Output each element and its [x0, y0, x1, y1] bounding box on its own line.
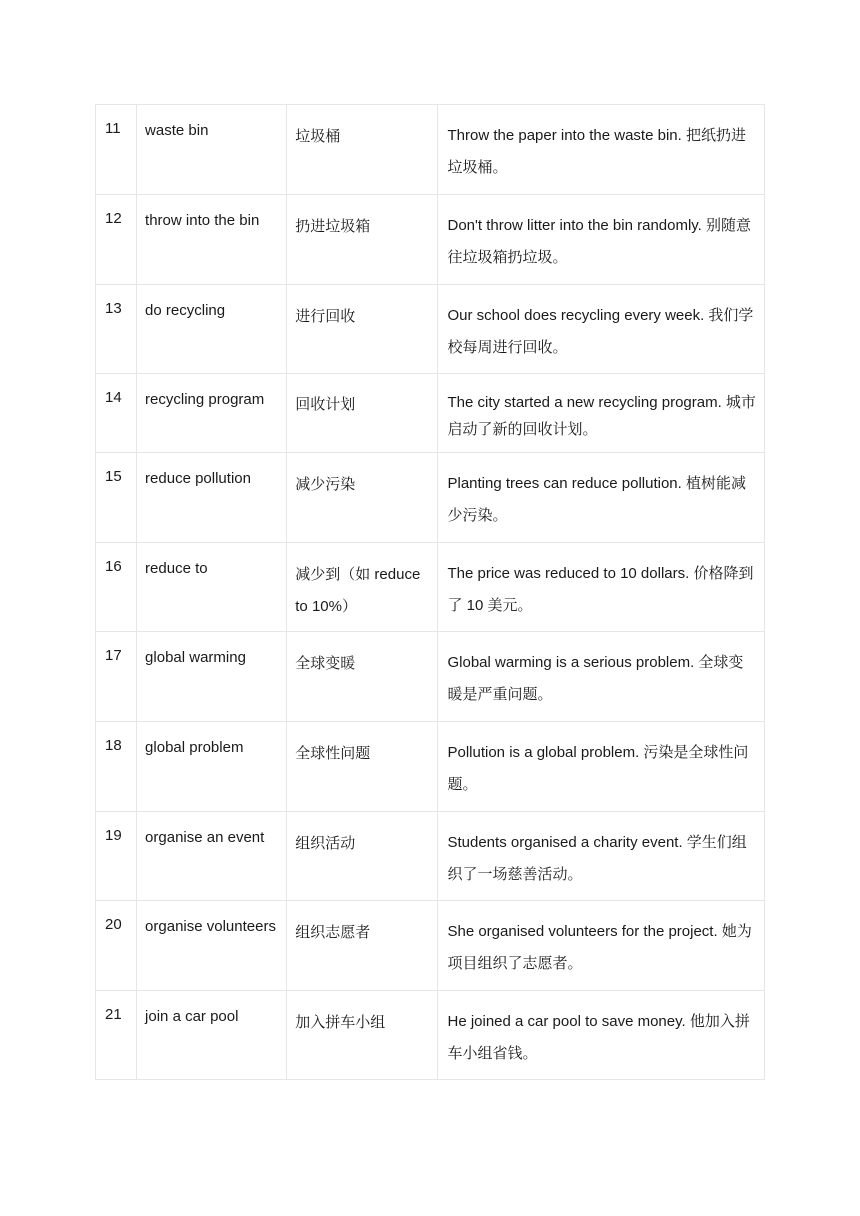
- english-phrase: organise volunteers: [137, 901, 287, 991]
- english-phrase: organise an event: [137, 812, 287, 901]
- example-sentence: She organised volunteers for the project. 她为项目组织了志愿者。: [438, 901, 765, 991]
- chinese-meaning: 加入拼车小组: [287, 991, 438, 1080]
- table-row: [96, 991, 765, 1080]
- row-number: 18: [96, 722, 137, 812]
- chinese-meaning: 扔进垃圾箱: [287, 195, 438, 285]
- english-phrase: waste bin: [137, 105, 287, 195]
- row-number: 14: [96, 374, 137, 453]
- vocabulary-table: [95, 104, 765, 1080]
- english-phrase: reduce pollution: [137, 453, 287, 543]
- table-row: [96, 105, 765, 195]
- row-number: 17: [96, 632, 137, 722]
- english-phrase: reduce to: [137, 543, 287, 632]
- row-number: 12: [96, 195, 137, 285]
- example-sentence: Pollution is a global problem. 污染是全球性问题。: [438, 722, 765, 812]
- example-sentence: Students organised a charity event. 学生们组织了一场慈善活动。: [438, 812, 765, 901]
- row-number: 15: [96, 453, 137, 543]
- example-sentence: Global warming is a serious problem. 全球变暖是严重问题。: [438, 632, 765, 722]
- chinese-meaning: 组织活动: [287, 812, 438, 901]
- chinese-meaning: 回收计划: [287, 374, 438, 453]
- table-row: [96, 543, 765, 632]
- table-row: [96, 812, 765, 901]
- chinese-meaning: 进行回收: [287, 285, 438, 374]
- table-row: [96, 901, 765, 991]
- example-sentence: Throw the paper into the waste bin. 把纸扔进垃圾桶。: [438, 105, 765, 195]
- example-sentence: The city started a new recycling program. 城市启动了新的回收计划。: [438, 374, 765, 453]
- row-number: 13: [96, 285, 137, 374]
- english-phrase: do recycling: [137, 285, 287, 374]
- english-phrase: recycling program: [137, 374, 287, 453]
- chinese-meaning: 减少到（如 reduce to 10%）: [287, 543, 438, 632]
- chinese-meaning: 全球性问题: [287, 722, 438, 812]
- english-phrase: throw into the bin: [137, 195, 287, 285]
- english-phrase: global warming: [137, 632, 287, 722]
- row-number: 19: [96, 812, 137, 901]
- table-row: [96, 285, 765, 374]
- table-row: [96, 722, 765, 812]
- table-row: [96, 374, 765, 453]
- example-sentence: The price was reduced to 10 dollars. 价格降到了 10 美元。: [438, 543, 765, 632]
- chinese-meaning: 减少污染: [287, 453, 438, 543]
- example-sentence: Don't throw litter into the bin randomly. 别随意往垃圾箱扔垃圾。: [438, 195, 765, 285]
- example-sentence: Planting trees can reduce pollution. 植树能减少污染。: [438, 453, 765, 543]
- example-sentence: Our school does recycling every week. 我们学校每周进行回收。: [438, 285, 765, 374]
- row-number: 11: [96, 105, 137, 195]
- table-row: [96, 195, 765, 285]
- table-row: [96, 632, 765, 722]
- example-sentence: He joined a car pool to save money. 他加入拼车小组省钱。: [438, 991, 765, 1080]
- chinese-meaning: 组织志愿者: [287, 901, 438, 991]
- english-phrase: join a car pool: [137, 991, 287, 1080]
- chinese-meaning: 垃圾桶: [287, 105, 438, 195]
- english-phrase: global problem: [137, 722, 287, 812]
- row-number: 16: [96, 543, 137, 632]
- chinese-meaning: 全球变暖: [287, 632, 438, 722]
- row-number: 21: [96, 991, 137, 1080]
- table-row: [96, 453, 765, 543]
- row-number: 20: [96, 901, 137, 991]
